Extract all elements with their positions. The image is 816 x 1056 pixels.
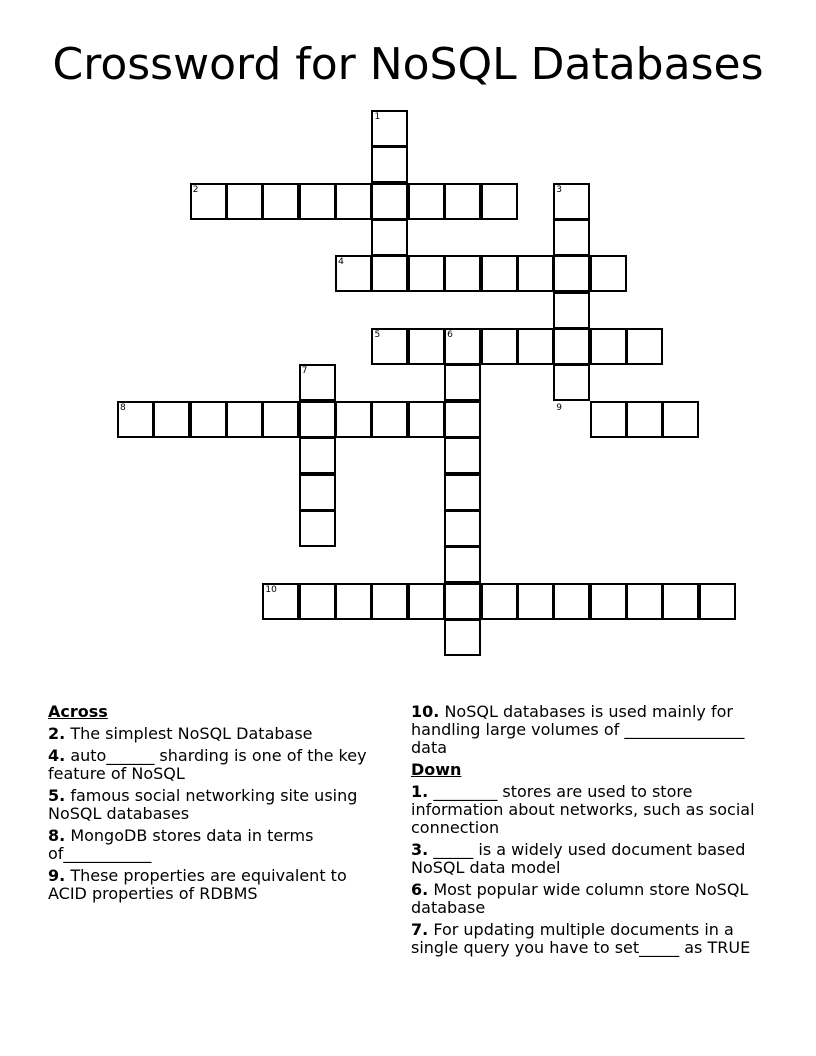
grid-cell[interactable] bbox=[408, 255, 445, 292]
clue-number: 1. bbox=[411, 782, 429, 801]
grid-cell[interactable] bbox=[335, 183, 372, 220]
grid-cell[interactable] bbox=[299, 437, 336, 474]
grid-cell[interactable] bbox=[299, 401, 336, 438]
across-clue-2 bbox=[48, 725, 388, 743]
grid-cell[interactable] bbox=[299, 510, 336, 547]
clue-text: MongoDB stores data in terms of___________ bbox=[48, 826, 314, 863]
clue-number-label: 6 bbox=[447, 330, 453, 341]
page-title: Crossword for NoSQL Databases bbox=[52, 39, 764, 90]
clue-number: 10. bbox=[411, 702, 440, 721]
clue-number-label: 4 bbox=[338, 257, 344, 268]
grid-cell[interactable] bbox=[662, 401, 699, 438]
grid-cell[interactable] bbox=[444, 364, 481, 401]
grid-cell[interactable] bbox=[444, 510, 481, 547]
grid-cell[interactable] bbox=[517, 583, 554, 620]
clue-text: ________ stores are used to store information about networks, such as social connection bbox=[411, 782, 755, 837]
grid-cell[interactable] bbox=[444, 255, 481, 292]
clue-number-label: 7 bbox=[301, 366, 308, 377]
clue-number: 2. bbox=[48, 724, 66, 743]
grid-cell[interactable] bbox=[444, 183, 481, 220]
grid-cell[interactable] bbox=[481, 583, 518, 620]
across-heading: Across bbox=[48, 702, 108, 721]
clue-text: auto______ sharding is one of the key feature of NoSQL bbox=[48, 746, 367, 783]
grid-cell[interactable] bbox=[662, 583, 699, 620]
down-heading: Down bbox=[411, 760, 462, 779]
clue-text: NoSQL databases is used mainly for handling large volumes of _______________ data bbox=[411, 702, 745, 757]
grid-cell[interactable] bbox=[226, 401, 263, 438]
across-clue-9 bbox=[48, 867, 388, 903]
grid-cell[interactable] bbox=[590, 255, 627, 292]
grid-cell[interactable] bbox=[444, 546, 481, 583]
grid-cell[interactable] bbox=[371, 401, 408, 438]
grid-cell[interactable] bbox=[481, 183, 518, 220]
grid-cell[interactable] bbox=[553, 292, 590, 329]
grid-cell[interactable] bbox=[517, 328, 554, 365]
grid-cell[interactable] bbox=[444, 437, 481, 474]
across-clue-5 bbox=[48, 787, 388, 823]
grid-cell[interactable] bbox=[299, 583, 336, 620]
grid-cell[interactable] bbox=[553, 364, 590, 401]
grid-cell[interactable] bbox=[408, 328, 445, 365]
clue-number: 8. bbox=[48, 826, 66, 845]
clue-number: 3. bbox=[411, 840, 429, 859]
clue-text: famous social networking site using NoSQL databases bbox=[48, 786, 358, 823]
clue-number-label: 8 bbox=[120, 402, 126, 413]
down-clue-6 bbox=[411, 881, 781, 917]
grid-cell[interactable] bbox=[553, 583, 590, 620]
grid-cell[interactable] bbox=[553, 219, 590, 256]
grid-cell[interactable] bbox=[444, 401, 481, 438]
grid-cell[interactable] bbox=[553, 255, 590, 292]
grid-cell[interactable] bbox=[626, 401, 663, 438]
grid-cell[interactable] bbox=[408, 583, 445, 620]
grid-cell[interactable] bbox=[153, 401, 190, 438]
grid-cell[interactable] bbox=[371, 255, 408, 292]
grid-cell[interactable] bbox=[371, 183, 408, 220]
grid-cell[interactable] bbox=[590, 401, 627, 438]
clue-number-label: 1 bbox=[374, 112, 381, 122]
grid-cell[interactable] bbox=[408, 401, 445, 438]
grid-cell[interactable] bbox=[444, 619, 481, 656]
clue-number: 5. bbox=[48, 786, 66, 805]
clue-number: 6. bbox=[411, 880, 429, 899]
across-clue-4 bbox=[48, 747, 388, 783]
clue-text: For updating multiple documents in a single query you have to set_____ as TRUE bbox=[411, 920, 751, 957]
clue-number-label: 2 bbox=[192, 184, 199, 195]
grid-cell[interactable] bbox=[553, 328, 590, 365]
clue-number-label: 9 bbox=[556, 402, 562, 413]
grid-cell[interactable] bbox=[699, 583, 736, 620]
clue-text: _____ is a widely used document based NoSQL data model bbox=[411, 840, 746, 877]
across-clue-8 bbox=[48, 827, 388, 863]
clue-text: These properties are equivalent to ACID properties of RDBMS bbox=[48, 866, 347, 903]
grid-cell[interactable] bbox=[262, 401, 299, 438]
grid-cell[interactable] bbox=[299, 183, 336, 220]
grid-cell[interactable] bbox=[408, 183, 445, 220]
clue-number: 7. bbox=[411, 920, 429, 939]
grid-cell[interactable] bbox=[590, 583, 627, 620]
grid-cell[interactable] bbox=[371, 583, 408, 620]
down-clue-7 bbox=[411, 921, 781, 957]
clue-text: The simplest NoSQL Database bbox=[70, 724, 313, 743]
grid-cell[interactable] bbox=[444, 474, 481, 511]
grid-cell[interactable] bbox=[590, 328, 627, 365]
down-clue-1 bbox=[411, 783, 781, 837]
grid-cell[interactable] bbox=[190, 401, 227, 438]
grid-cell[interactable] bbox=[371, 219, 408, 256]
grid-cell[interactable] bbox=[626, 328, 663, 365]
grid-cell[interactable] bbox=[226, 183, 263, 220]
grid-cell[interactable] bbox=[517, 255, 554, 292]
grid-cell[interactable] bbox=[299, 474, 336, 511]
grid-cell[interactable] bbox=[335, 583, 372, 620]
grid-cell[interactable] bbox=[335, 401, 372, 438]
clues-left-column bbox=[48, 703, 388, 907]
clue-text: Most popular wide column store NoSQL database bbox=[411, 880, 749, 917]
grid-cell[interactable] bbox=[481, 328, 518, 365]
clue-number-label: 10 bbox=[265, 584, 277, 595]
clue-number: 9. bbox=[48, 866, 66, 885]
grid-cell[interactable] bbox=[371, 146, 408, 183]
down-clue-3 bbox=[411, 841, 781, 877]
clues-right-column bbox=[411, 703, 781, 961]
clue-number-label: 5 bbox=[374, 330, 381, 341]
grid-cell[interactable] bbox=[444, 583, 481, 620]
clue-number-label: 3 bbox=[556, 184, 562, 195]
grid-cell[interactable] bbox=[626, 583, 663, 620]
across-clue-10 bbox=[411, 703, 781, 757]
grid-cell[interactable] bbox=[262, 183, 299, 220]
clue-number: 4. bbox=[48, 746, 66, 765]
grid-cell[interactable] bbox=[481, 255, 518, 292]
